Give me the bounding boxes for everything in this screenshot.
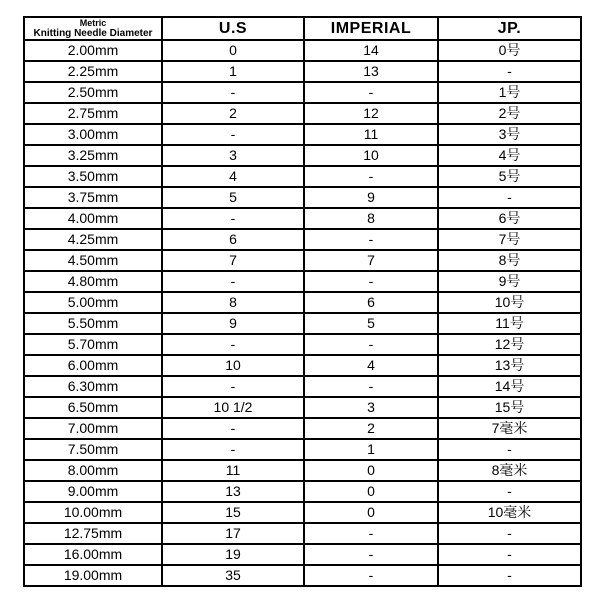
cell-jp: 15号 — [438, 397, 581, 418]
cell-imperial: 9 — [304, 187, 438, 208]
cell-metric: 12.75mm — [24, 523, 162, 544]
cell-metric: 2.25mm — [24, 61, 162, 82]
cell-metric: 2.00mm — [24, 40, 162, 61]
cell-jp: - — [438, 565, 581, 586]
table-row — [24, 103, 581, 124]
cell-us: 10 — [162, 355, 304, 376]
cell-jp: - — [438, 481, 581, 502]
cell-us: 9 — [162, 313, 304, 334]
cell-metric: 5.50mm — [24, 313, 162, 334]
cell-us: 19 — [162, 544, 304, 565]
cell-jp: 0号 — [438, 40, 581, 61]
table-row — [24, 124, 581, 145]
header-us: U.S — [162, 17, 304, 40]
cell-jp: - — [438, 544, 581, 565]
cell-imperial: - — [304, 376, 438, 397]
cell-imperial: - — [304, 229, 438, 250]
cell-us: - — [162, 208, 304, 229]
cell-imperial: - — [304, 334, 438, 355]
cell-jp: 7号 — [438, 229, 581, 250]
cell-metric: 7.50mm — [24, 439, 162, 460]
table-row — [24, 40, 581, 61]
header-row — [24, 17, 581, 40]
cell-jp: 6号 — [438, 208, 581, 229]
cell-imperial: 0 — [304, 502, 438, 523]
cell-jp: 7毫米 — [438, 418, 581, 439]
cell-us: - — [162, 124, 304, 145]
table-row — [24, 355, 581, 376]
cell-imperial: 8 — [304, 208, 438, 229]
cell-metric: 5.00mm — [24, 292, 162, 313]
table-row — [24, 565, 581, 586]
table-row — [24, 334, 581, 355]
header-imperial: IMPERIAL — [304, 17, 438, 40]
cell-imperial: 13 — [304, 61, 438, 82]
table-row — [24, 166, 581, 187]
cell-imperial: 11 — [304, 124, 438, 145]
cell-us: 1 — [162, 61, 304, 82]
cell-jp: 5号 — [438, 166, 581, 187]
cell-us: 11 — [162, 460, 304, 481]
cell-us: 7 — [162, 250, 304, 271]
table-row — [24, 502, 581, 523]
table-row — [24, 397, 581, 418]
cell-jp: 11号 — [438, 313, 581, 334]
cell-us: 0 — [162, 40, 304, 61]
cell-metric: 3.75mm — [24, 187, 162, 208]
table-row — [24, 229, 581, 250]
conversion-table — [23, 16, 582, 587]
cell-imperial: 5 — [304, 313, 438, 334]
cell-metric: 16.00mm — [24, 544, 162, 565]
cell-imperial: 1 — [304, 439, 438, 460]
header-metric-line2: Knitting Needle Diameter — [33, 28, 153, 39]
cell-metric: 3.50mm — [24, 166, 162, 187]
cell-imperial: - — [304, 271, 438, 292]
cell-us: - — [162, 82, 304, 103]
table-row — [24, 145, 581, 166]
cell-jp: - — [438, 61, 581, 82]
cell-imperial: 14 — [304, 40, 438, 61]
cell-us: 3 — [162, 145, 304, 166]
cell-us: - — [162, 439, 304, 460]
cell-us: 17 — [162, 523, 304, 544]
cell-imperial: 3 — [304, 397, 438, 418]
table-row — [24, 313, 581, 334]
cell-us: 8 — [162, 292, 304, 313]
cell-us: 5 — [162, 187, 304, 208]
needle-size-conversion-table — [23, 16, 580, 587]
cell-imperial: 10 — [304, 145, 438, 166]
cell-us: 10 1/2 — [162, 397, 304, 418]
cell-jp: 10号 — [438, 292, 581, 313]
cell-metric: 7.00mm — [24, 418, 162, 439]
cell-metric: 6.00mm — [24, 355, 162, 376]
cell-us: 4 — [162, 166, 304, 187]
cell-us: 2 — [162, 103, 304, 124]
cell-metric: 2.50mm — [24, 82, 162, 103]
cell-imperial: 7 — [304, 250, 438, 271]
cell-jp: 8毫米 — [438, 460, 581, 481]
header-metric-line1: Metric — [79, 18, 107, 28]
cell-jp: 9号 — [438, 271, 581, 292]
cell-us: 15 — [162, 502, 304, 523]
cell-metric: 3.25mm — [24, 145, 162, 166]
cell-metric: 19.00mm — [24, 565, 162, 586]
cell-metric: 3.00mm — [24, 124, 162, 145]
table-header — [24, 17, 581, 40]
cell-us: 6 — [162, 229, 304, 250]
header-jp: JP. — [438, 17, 581, 40]
cell-metric: 4.80mm — [24, 271, 162, 292]
cell-jp: - — [438, 523, 581, 544]
table-row — [24, 523, 581, 544]
cell-imperial: 0 — [304, 481, 438, 502]
cell-jp: 8号 — [438, 250, 581, 271]
cell-imperial: - — [304, 166, 438, 187]
cell-us: - — [162, 271, 304, 292]
cell-us: - — [162, 334, 304, 355]
table-row — [24, 460, 581, 481]
cell-imperial: 4 — [304, 355, 438, 376]
cell-us: 13 — [162, 481, 304, 502]
cell-imperial: - — [304, 565, 438, 586]
cell-jp: 1号 — [438, 82, 581, 103]
table-row — [24, 271, 581, 292]
cell-metric: 8.00mm — [24, 460, 162, 481]
cell-imperial: 2 — [304, 418, 438, 439]
cell-metric: 4.50mm — [24, 250, 162, 271]
cell-jp: 2号 — [438, 103, 581, 124]
cell-us: - — [162, 376, 304, 397]
table-row — [24, 250, 581, 271]
cell-imperial: - — [304, 82, 438, 103]
cell-metric: 6.30mm — [24, 376, 162, 397]
table-row — [24, 481, 581, 502]
cell-jp: 13号 — [438, 355, 581, 376]
cell-us: - — [162, 418, 304, 439]
cell-metric: 6.50mm — [24, 397, 162, 418]
table-row — [24, 376, 581, 397]
cell-metric: 4.00mm — [24, 208, 162, 229]
cell-imperial: - — [304, 544, 438, 565]
table-row — [24, 61, 581, 82]
cell-jp: - — [438, 187, 581, 208]
cell-imperial: 6 — [304, 292, 438, 313]
table-row — [24, 187, 581, 208]
cell-metric: 2.75mm — [24, 103, 162, 124]
table-row — [24, 544, 581, 565]
cell-imperial: - — [304, 523, 438, 544]
table-row — [24, 439, 581, 460]
table-row — [24, 418, 581, 439]
cell-jp: 12号 — [438, 334, 581, 355]
cell-jp: 4号 — [438, 145, 581, 166]
table-row — [24, 82, 581, 103]
cell-metric: 5.70mm — [24, 334, 162, 355]
cell-jp: 3号 — [438, 124, 581, 145]
cell-metric: 10.00mm — [24, 502, 162, 523]
table-row — [24, 208, 581, 229]
cell-jp: 14号 — [438, 376, 581, 397]
cell-us: 35 — [162, 565, 304, 586]
cell-metric: 4.25mm — [24, 229, 162, 250]
header-metric — [24, 17, 162, 40]
cell-imperial: 0 — [304, 460, 438, 481]
cell-jp: - — [438, 439, 581, 460]
cell-metric: 9.00mm — [24, 481, 162, 502]
table-body — [24, 40, 581, 586]
table-row — [24, 292, 581, 313]
cell-jp: 10毫米 — [438, 502, 581, 523]
cell-imperial: 12 — [304, 103, 438, 124]
